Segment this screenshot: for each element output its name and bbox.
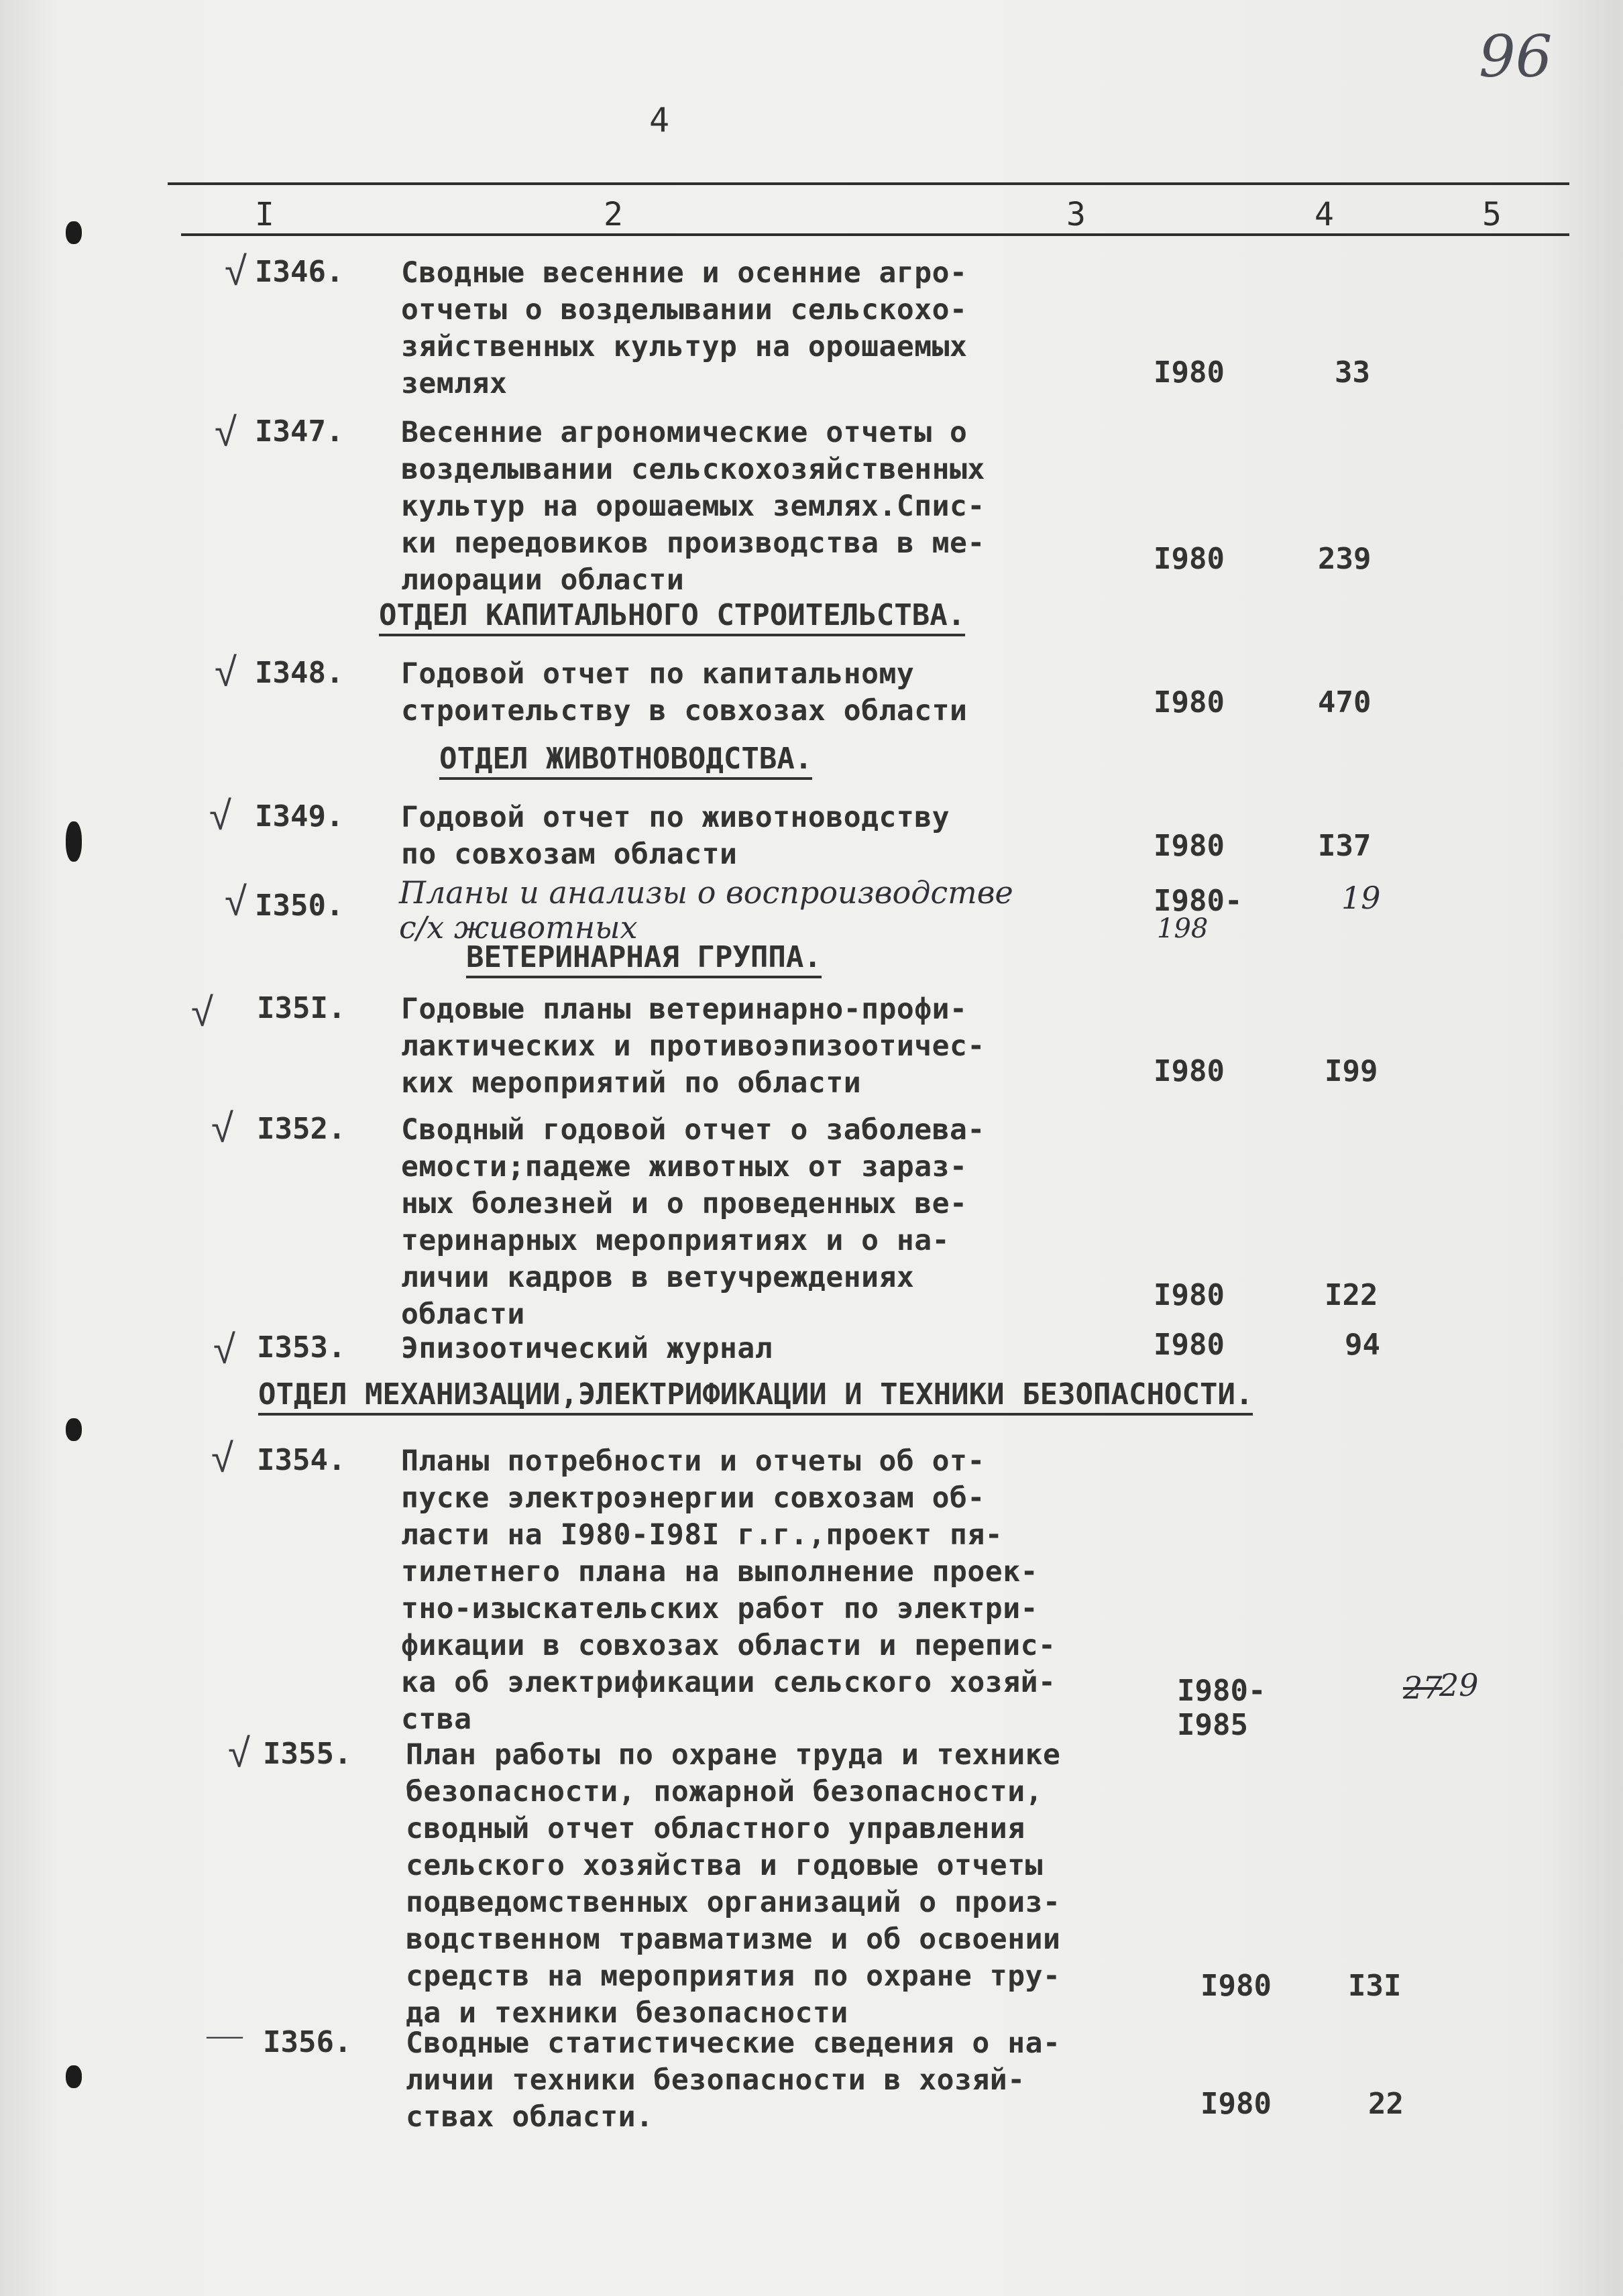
entry-number: I354. bbox=[257, 1443, 346, 1477]
entry-year: I980 bbox=[1154, 1328, 1225, 1362]
entry-description: Весенние агрономические отчеты о возделывании сельскохозяйственных культур на орошаемых землях.Спис- ки передовиков производства в ме- лиорации области bbox=[401, 416, 985, 597]
entry-number: I346. bbox=[255, 255, 344, 289]
entry-description: План работы по охране труда и технике безопасности, пожарной безопасности, сводный отчет областного управления сельского хозяйства и годовые отчеты подведомственных организаций о произ- водственном травматизме и об освоении средств на мероприятия по охране тру- да и техники безопасности bbox=[406, 1738, 1061, 2030]
entry-sheets: 22 bbox=[1368, 2087, 1404, 2121]
entry-year: I980 bbox=[1154, 1278, 1225, 1312]
entry-description: Сводные весенние и осенние агро- отчеты о возделывании сельскохо- зяйственных культур на орошаемых землях bbox=[401, 256, 968, 400]
check-mark: √ bbox=[213, 1326, 235, 1373]
section-heading-capital-construction: ОТДЕЛ КАПИТАЛЬНОГО СТРОИТЕЛЬСТВА. bbox=[379, 598, 965, 636]
check-mark: √ bbox=[228, 1730, 250, 1777]
entry-description: Годовые планы ветеринарно-профи- лактических и противоэпизоотичес- ких мероприятий по области bbox=[401, 992, 985, 1100]
entry-sheets: 33 bbox=[1335, 355, 1370, 390]
entry-number: I356. bbox=[263, 2025, 352, 2059]
check-mark: √ bbox=[211, 1105, 233, 1152]
entry-description: Годовой отчет по животноводству по совхозам области bbox=[401, 801, 950, 871]
entry-sheets: I99 bbox=[1325, 1054, 1378, 1088]
entry-sheets: 470 bbox=[1318, 685, 1372, 720]
entry-year: I980- bbox=[1154, 884, 1243, 918]
check-mark: √ bbox=[215, 409, 237, 456]
entry-number: I355. bbox=[263, 1737, 352, 1771]
handwritten-sheets: 29 bbox=[1439, 1667, 1479, 1703]
column-header-5: 5 bbox=[1482, 196, 1502, 233]
entry-year: I980 bbox=[1200, 1969, 1272, 2003]
check-mark: √ bbox=[209, 793, 231, 840]
handwritten-year-end: 198 bbox=[1157, 913, 1209, 944]
entry-description: Сводные статистические сведения о на- личии техники безопасности в хозяй- ствах области. bbox=[406, 2026, 1061, 2134]
section-heading-mechanization: ОТДЕЛ МЕХАНИЗАЦИИ,ЭЛЕКТРИФИКАЦИИ И ТЕХНИКИ БЕЗОПАСНОСТИ. bbox=[258, 1377, 1253, 1416]
entry-sheets: 94 bbox=[1345, 1328, 1380, 1362]
section-heading-veterinary: ВЕТЕРИНАРНАЯ ГРУППА. bbox=[466, 940, 822, 978]
entry-number: I349. bbox=[255, 799, 344, 834]
column-header-2: 2 bbox=[604, 196, 623, 233]
binder-hole-4 bbox=[66, 2065, 82, 2088]
struck-sheets: 27 bbox=[1403, 1670, 1443, 1706]
entry-number: I352. bbox=[257, 1112, 346, 1146]
handwritten-sheets: 19 bbox=[1341, 880, 1381, 916]
check-mark: √ bbox=[191, 989, 213, 1036]
entry-number: I347. bbox=[255, 414, 344, 449]
binder-hole-3 bbox=[66, 1418, 82, 1441]
section-heading-livestock: ОТДЕЛ ЖИВОТНОВОДСТВА. bbox=[439, 742, 812, 780]
check-mark: √ bbox=[215, 649, 237, 696]
check-mark: √ bbox=[225, 878, 247, 925]
header-top-rule bbox=[168, 182, 1569, 185]
entry-year: I980 bbox=[1154, 355, 1225, 390]
entry-year: I980 bbox=[1154, 1054, 1225, 1088]
entry-year: I980 bbox=[1154, 685, 1225, 720]
binder-hole-1 bbox=[66, 221, 82, 244]
entry-description: Эпизоотический журнал bbox=[401, 1332, 773, 1365]
entry-description: Планы потребности и отчеты об от- пуске электроэнергии совхозам об- ласти на I980-I98I г.г.,проект пя- тилетнего плана на выполнение проек- тно-изыскательских работ по электри- фикации в совхозах области и перепис- ка об электрификации сельского хозяй- ства bbox=[401, 1444, 1056, 1736]
binder-hole-2 bbox=[66, 821, 82, 862]
header-bottom-rule bbox=[181, 233, 1569, 236]
column-header-3: 3 bbox=[1066, 196, 1086, 233]
handwritten-description: Планы и анализы о воспроизводстве с/х животных bbox=[399, 874, 1013, 945]
check-mark: √ bbox=[225, 248, 247, 295]
entry-year: I980 bbox=[1154, 829, 1225, 863]
entry-number: I348. bbox=[255, 656, 344, 690]
typed-page-number: 4 bbox=[649, 101, 670, 139]
entry-number: I353. bbox=[257, 1330, 346, 1365]
entry-sheets: 239 bbox=[1318, 542, 1372, 576]
entry-number: I350. bbox=[255, 888, 344, 923]
entry-sheets: I22 bbox=[1325, 1278, 1378, 1312]
handwritten-page-number: 96 bbox=[1479, 23, 1553, 91]
entry-sheets: I3I bbox=[1348, 1969, 1402, 2003]
dash-mark: — bbox=[205, 2012, 245, 2059]
column-header-4: 4 bbox=[1314, 196, 1334, 233]
check-mark: √ bbox=[211, 1435, 233, 1482]
column-header-1: I bbox=[255, 196, 274, 233]
entry-sheets: I37 bbox=[1318, 829, 1372, 863]
entry-year: I980 bbox=[1200, 2087, 1272, 2121]
entry-description: Сводный годовой отчет о заболева- емости;падеже животных от зараз- ных болезней и о проведенных ве- теринарных мероприятиях и о на- личии кадров в ветучреждениях области bbox=[401, 1113, 985, 1331]
entry-description: Годовой отчет по капитальному строительству в совхозах области bbox=[401, 657, 968, 728]
entry-year: I980-I985 bbox=[1177, 1674, 1266, 1742]
entry-number: I35I. bbox=[257, 991, 346, 1025]
entry-year: I980 bbox=[1154, 542, 1225, 576]
